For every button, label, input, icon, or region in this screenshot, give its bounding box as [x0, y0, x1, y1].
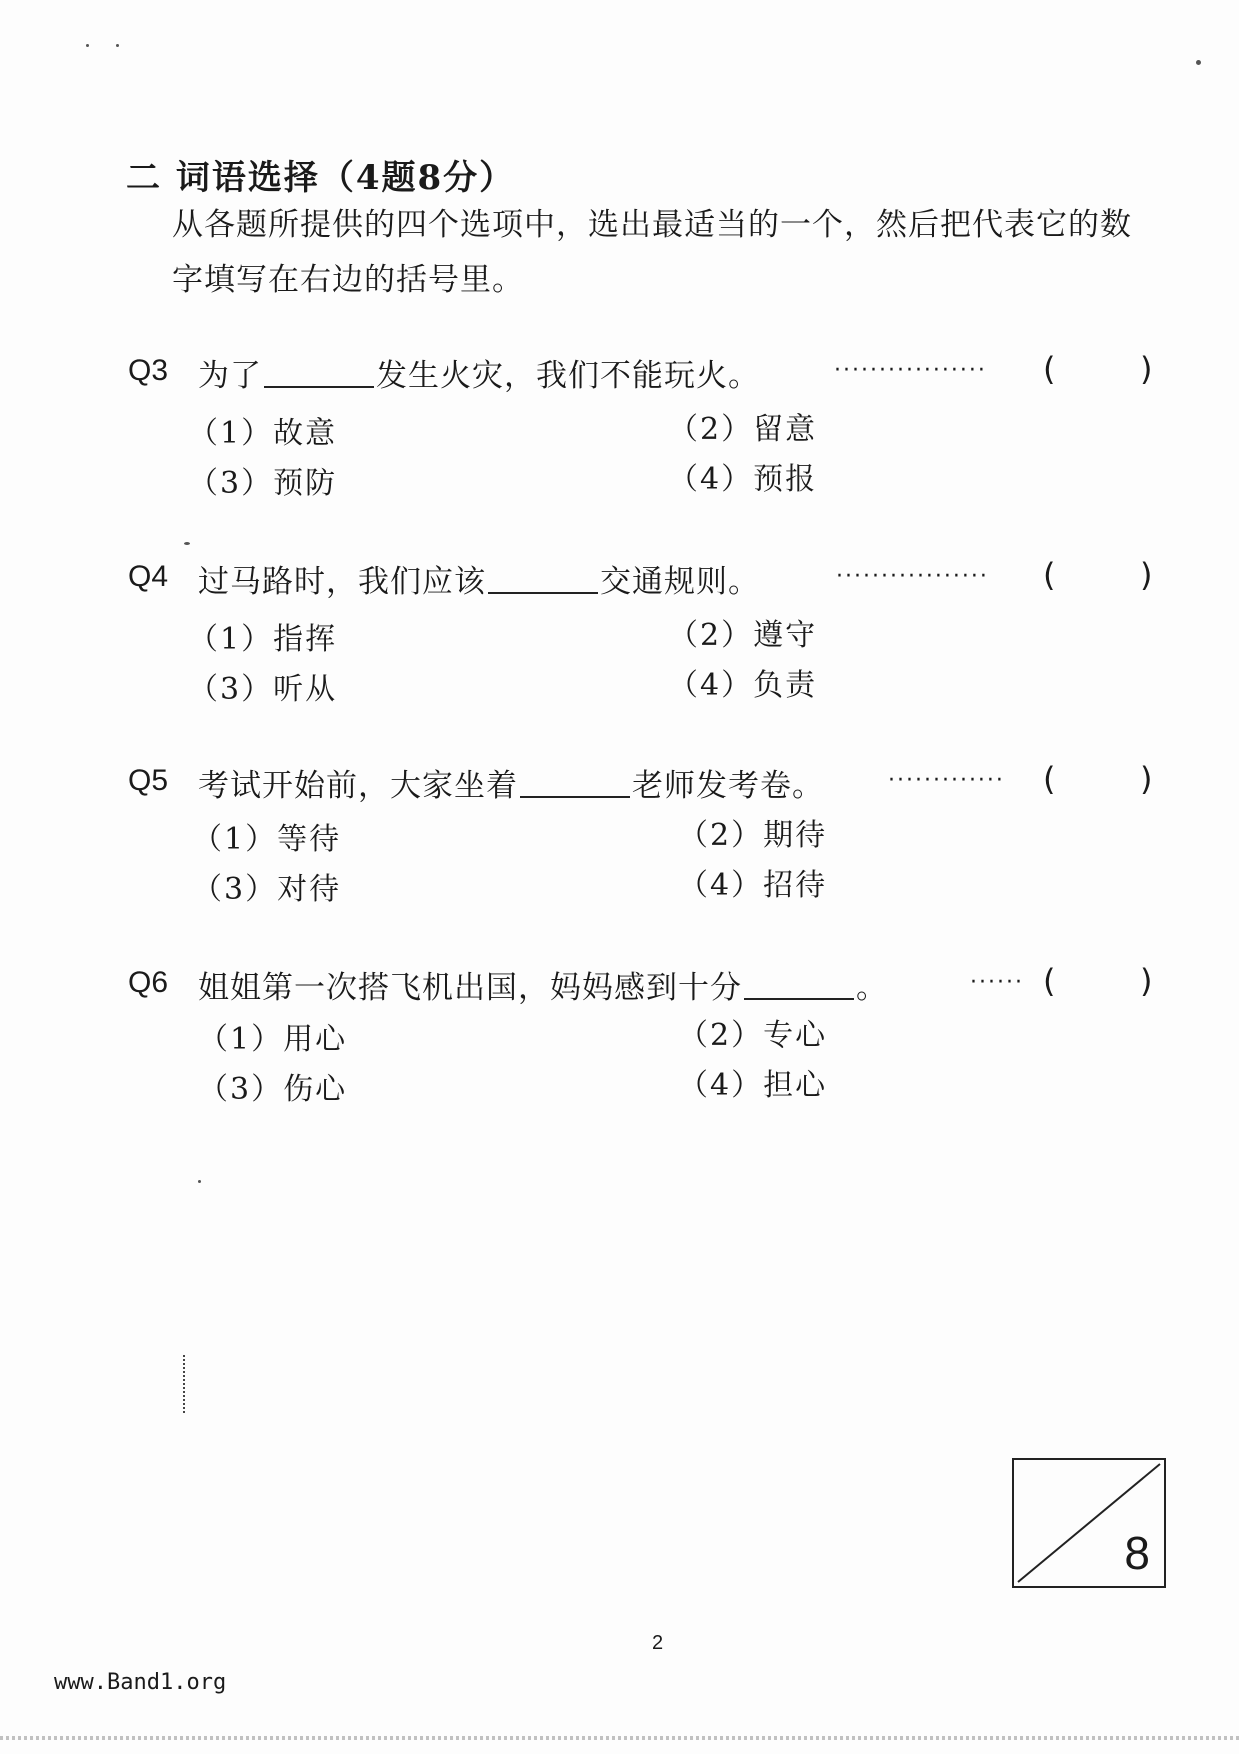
scan-bottom-edge: [0, 1736, 1239, 1740]
question-q5: [128, 760, 1168, 910]
option-1: （1）用心: [198, 1022, 348, 1057]
leader-dots: ·················: [834, 358, 987, 383]
page-number: 2: [652, 1632, 664, 1654]
section-instruction: 从各题所提供的四个选项中，选出最适当的一个，然后把代表它的数字填写在右边的括号里。: [172, 207, 1132, 298]
question-q6: [128, 962, 1168, 1112]
option-2: （2）专心: [678, 1018, 828, 1053]
question-line: [128, 350, 1168, 400]
score-box: [1012, 1458, 1166, 1588]
stem-after: 交通规则。: [600, 564, 760, 600]
answer-paren-close: ): [1140, 962, 1153, 1000]
stem-after: 。: [856, 970, 888, 1006]
answer-blank: [264, 386, 374, 388]
stem-before: 姐姐第一次搭飞机出国，妈妈感到十分: [198, 970, 742, 1006]
question-line: [128, 962, 1168, 1012]
option-1: （1）指挥: [188, 622, 338, 657]
section-title: 二 词语选择（4题8分）: [126, 158, 516, 198]
option-3: （3）对待: [192, 872, 342, 907]
answer-paren-close: ): [1140, 556, 1153, 594]
margin-mark: [183, 1355, 188, 1413]
option-3: （3）听从: [188, 672, 338, 707]
answer-blank: [488, 592, 598, 594]
option-2: （2）期待: [678, 818, 828, 853]
scan-speck: [116, 44, 119, 47]
question-q3: [128, 350, 1168, 500]
answer-blank: [744, 998, 854, 1000]
option-1: （1）等待: [192, 822, 342, 857]
scan-speck: [86, 44, 89, 47]
question-stem: [198, 350, 760, 395]
leader-dots: ·············: [888, 768, 1005, 793]
scan-speck: [184, 542, 190, 545]
question-stem: [198, 962, 888, 1007]
option-4: （4）预报: [668, 462, 818, 497]
question-stem: [198, 760, 824, 805]
option-4: （4）招待: [678, 868, 828, 903]
question-line: [128, 556, 1168, 606]
question-stem: [198, 556, 760, 601]
leader-dots: ·················: [836, 564, 989, 589]
answer-paren-open: (: [1043, 350, 1056, 388]
question-number: Q3: [128, 354, 169, 387]
question-line: [128, 760, 1168, 810]
question-number: Q5: [128, 764, 169, 797]
stem-after: 发生火灾，我们不能玩火。: [376, 358, 760, 394]
option-4: （4）负责: [668, 668, 818, 703]
question-q4: [128, 556, 1168, 706]
answer-paren-close: ): [1140, 350, 1153, 388]
scan-speck: [198, 1180, 201, 1183]
answer-paren-close: ): [1140, 760, 1153, 798]
option-1: （1）故意: [188, 416, 338, 451]
option-2: （2）留意: [668, 412, 818, 447]
answer-blank: [520, 796, 630, 798]
option-3: （3）预防: [188, 466, 338, 501]
scan-speck: [1196, 60, 1201, 65]
answer-paren-open: (: [1043, 760, 1056, 798]
option-2: （2）遵守: [668, 618, 818, 653]
stem-before: 考试开始前，大家坐着: [198, 768, 518, 804]
option-3: （3）伤心: [198, 1072, 348, 1107]
answer-paren-open: (: [1043, 962, 1056, 1000]
question-number: Q6: [128, 966, 169, 999]
stem-before: 为了: [198, 358, 262, 394]
stem-before: 过马路时，我们应该: [198, 564, 486, 600]
answer-paren-open: (: [1043, 556, 1056, 594]
score-value: 8: [1124, 1527, 1150, 1579]
stem-after: 老师发考卷。: [632, 768, 824, 804]
question-number: Q4: [128, 560, 169, 593]
website-url: www.Band1.org: [54, 1670, 227, 1695]
leader-dots: ······: [970, 970, 1024, 995]
option-4: （4）担心: [678, 1068, 828, 1103]
